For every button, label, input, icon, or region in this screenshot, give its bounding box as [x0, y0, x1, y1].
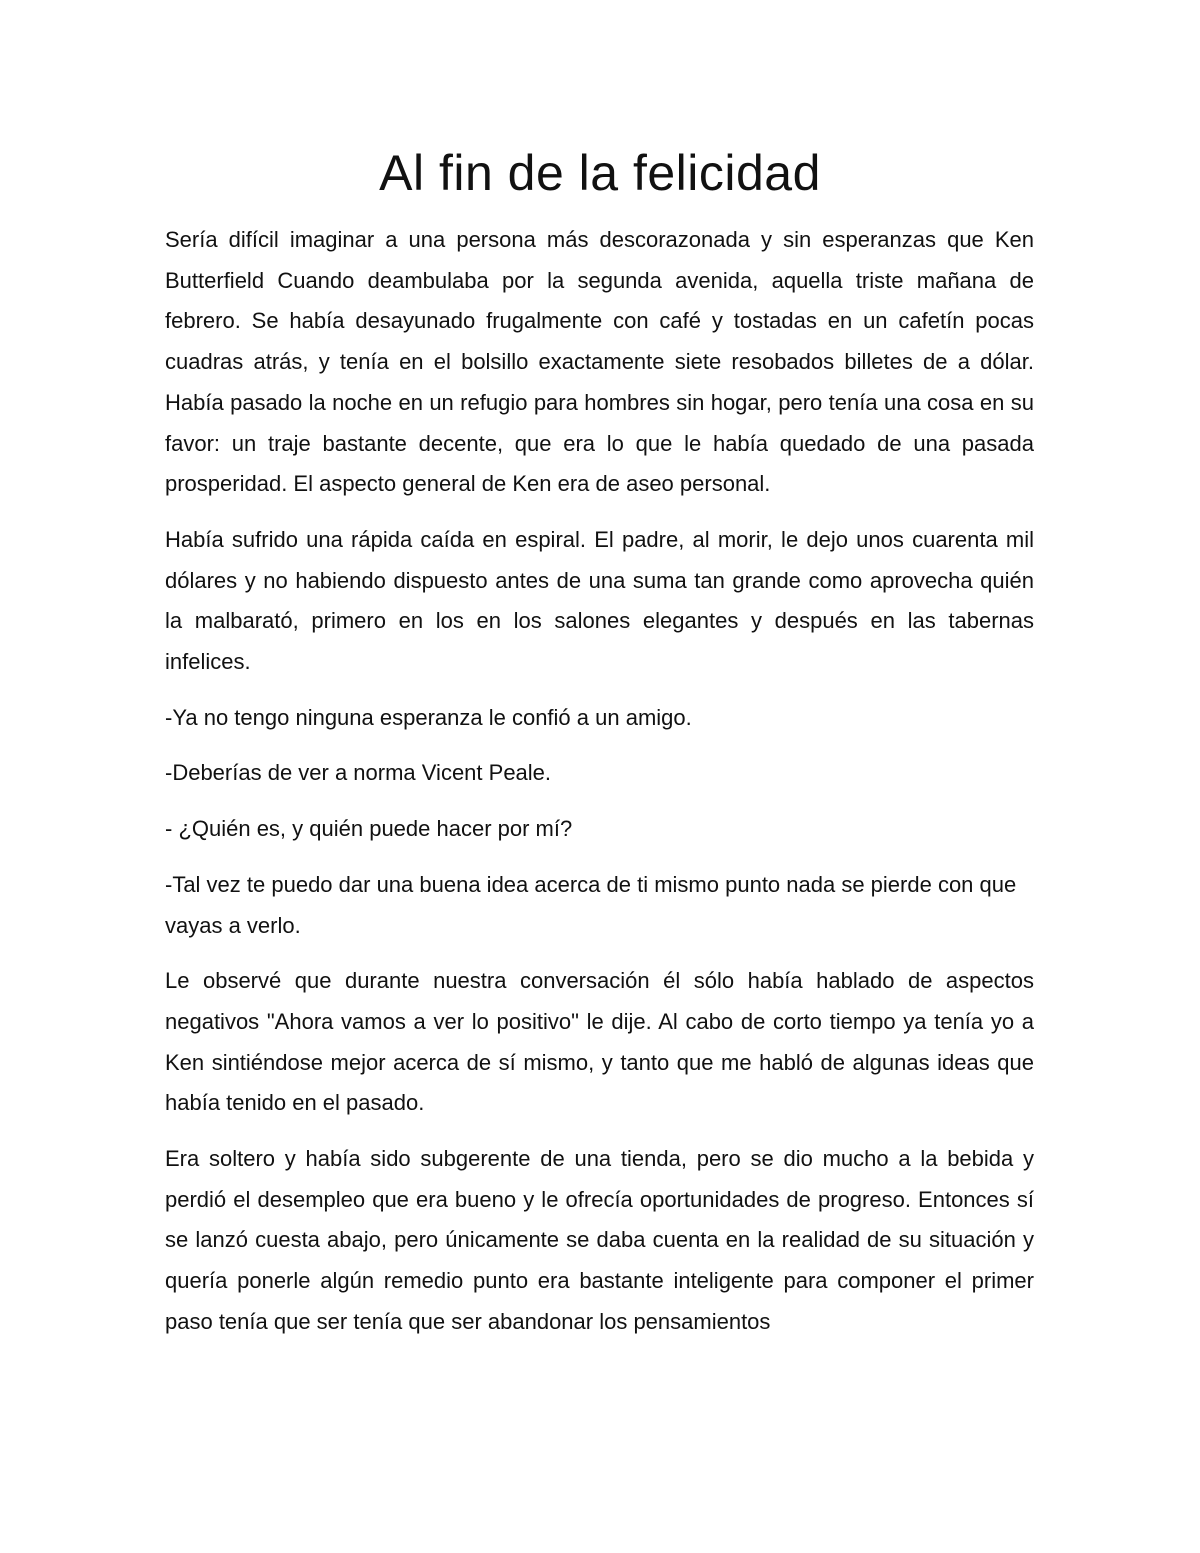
paragraph-3: -Ya no tengo ninguna esperanza le confió a un amigo.: [165, 704, 692, 730]
paragraph-1: Sería difícil imaginar a una persona más descorazonada y sin esperanzas que Ken Butterfield Cuando deambulaba por la segunda avenida, aquella triste mañana de febrero. Se había desayunado frugalmente con café y tostadas en un cafetín pocas cuadras atrás, y tenía en el bolsillo exactamente siete resobados billetes de a dólar. Había pasado la noche en un refugio para hombres sin hogar, pero tenía una cosa en su favor: un traje bastante decente, que era lo que le había quedado de una pasada prosperidad. El aspecto general de Ken era de aseo personal.: [165, 227, 1034, 497]
paragraph-4: -Deberías de ver a norma Vicent Peale.: [165, 760, 552, 786]
paragraph-7: Le observé que durante nuestra conversación él sólo había hablado de aspectos negativos "Ahora vamos a ver lo positivo" le dije. Al cabo de corto tiempo ya tenía yo a Ken sintiéndose mejor acerca de sí mismo, y tanto que me habló de algunas ideas que había tenido en el pasado.: [165, 968, 1034, 1116]
paragraph-6: -Tal vez te puedo dar una buena idea acerca de ti mismo punto nada se pierde con que vayas a verlo.: [165, 871, 1017, 938]
document-body: [165, 220, 1034, 1358]
paragraph-8: Era soltero y había sido subgerente de una tienda, pero se dio mucho a la bebida y perdió el desempleo que era bueno y le ofrecía oportunidades de progreso. Entonces sí se lanzó cuesta abajo, pero únicamente se daba cuenta en la realidad de su situación y quería ponerle algún remedio punto era bastante inteligente para componer el primer paso tenía que ser tenía que ser abandonar los pensamientos: [165, 1146, 1034, 1334]
paragraph-5: - ¿Quién es, y quién puede hacer por mí?: [165, 816, 573, 842]
paragraph-2: Había sufrido una rápida caída en espiral. El padre, al morir, le dejo unos cuarenta mil dólares y no habiendo dispuesto antes de una suma tan grande como aprovecha quién la malbarató, primero en los en los salones elegantes y después en las tabernas infelices.: [165, 526, 1034, 675]
document-title: Al fin de la felicidad: [379, 145, 821, 201]
